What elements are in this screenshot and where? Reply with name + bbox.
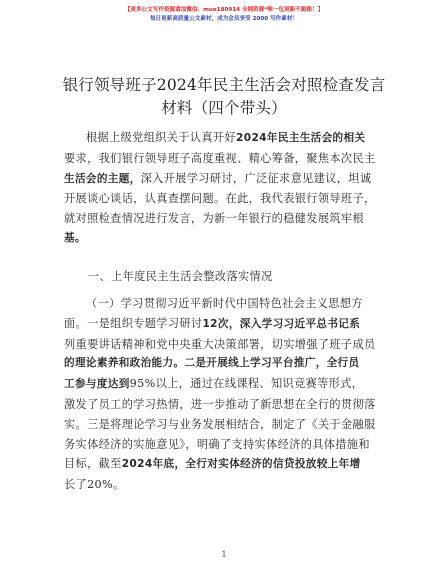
para-line: 激发了员工的学习热情，进一步推动了新思想在全行的贯彻落 — [64, 397, 376, 411]
intro-line: 就对照检查情况进行发言，为新一年银行的稳健发展筑牢根 — [64, 212, 364, 226]
para-line: 的理论素养和政治能力。二是开展线上学习平台推广，全行员 — [64, 357, 360, 370]
header-banner — [0, 6, 448, 24]
section-heading-1: 一、上年度民主生活会整改落实情况 — [88, 270, 273, 283]
page-number: 1 — [221, 550, 227, 559]
title-line-1: 银行领导班子2024年民主生活会对照检查发言 — [62, 76, 386, 94]
para-line: 务实体经济的实施意见》，明确了支持实体经济的具体措施和 — [64, 437, 370, 451]
banner-line-2: 每日更新高质量公文素材，成为会员享受 2000 写作素材！ — [149, 16, 299, 22]
intro-line: 基。 — [64, 231, 86, 244]
intro-line: 生活会的主题，深入开展学习研讨，广泛征求意见建议，坦诚 — [64, 171, 372, 185]
para-line: （一）学习贯彻习近平新时代中国特色社会主义思想方 — [86, 297, 363, 310]
para-line: 面。一是组织专题学习研讨12次，深入学习习近平总书记系 — [64, 316, 361, 330]
para-line: 工参与度达到95%以上，通过在线课程、知识竞赛等形式， — [64, 377, 364, 391]
intro-line: 开展谈心谈话，认真查摆问题。在此，我代表银行领导班子， — [64, 192, 376, 206]
intro-paragraph — [64, 128, 392, 249]
section-1-paragraph — [64, 294, 392, 495]
para-line: 列重要讲话精神和党中央重大决策部署，切实增强了班子成员 — [64, 337, 376, 351]
title-line-2: 材料（四个带头） — [161, 99, 287, 117]
para-line: 实。三是将理论学习与业务发展相结合，制定了《关于金融服 — [64, 417, 376, 431]
para-line: 目标，截至2024年底，全行对实体经济的信贷投放较上年增 — [64, 457, 361, 471]
banner-line-1: 【更多公文写作资源请加微信：mue180914 全网资源*唯一包更新不跑路！】 — [124, 7, 324, 13]
document-title — [40, 74, 408, 120]
intro-line: 要求，我们银行领导班子高度重视、精心筹备，聚焦本次民主 — [64, 151, 376, 165]
para-line: 长了20%。 — [64, 478, 125, 492]
intro-line: 根据上级党组织关于认真开好2024年民主生活会的相关 — [86, 131, 366, 144]
